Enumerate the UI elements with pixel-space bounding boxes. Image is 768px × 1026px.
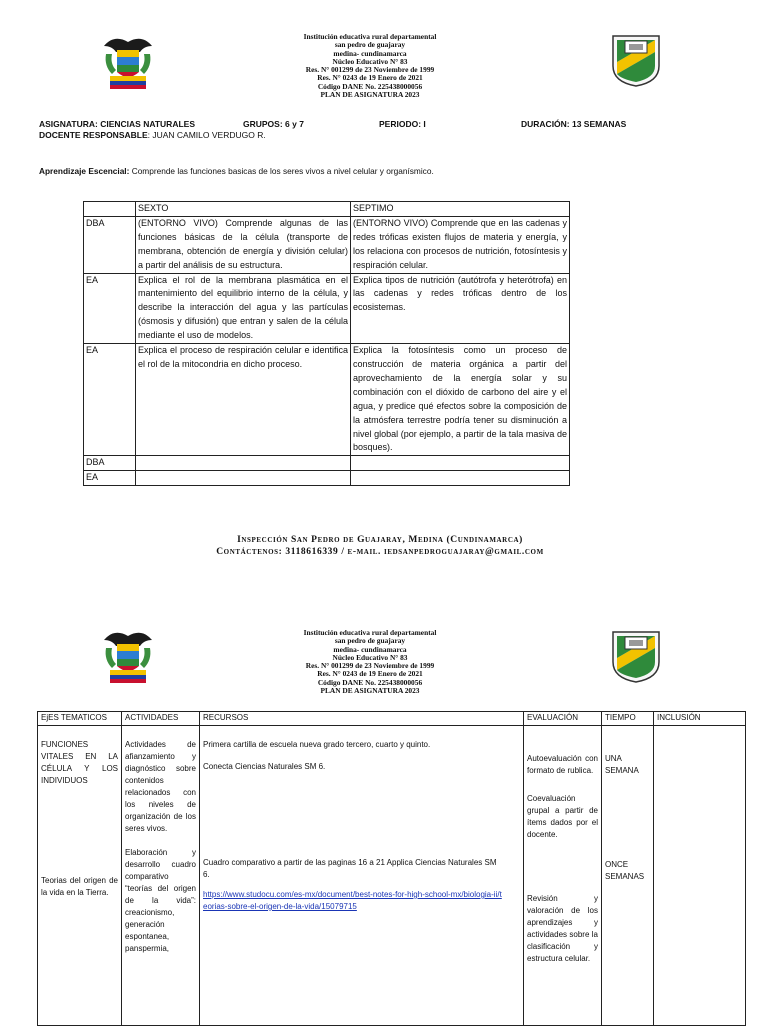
header-line: PLAN DE ASIGNATURA 2023 (320, 90, 420, 100)
sexto-cell (136, 456, 351, 471)
footer-address: Inspección San Pedro de Guajaray, Medina (Cundinamarca) (237, 535, 523, 545)
sexto-cell (136, 471, 351, 486)
header-line: Institución educativa rural departamental (303, 628, 437, 637)
page-footer (120, 535, 640, 558)
table-row (84, 456, 570, 471)
asignatura-label: ASIGNATURA: CIENCIAS NATURALES (39, 119, 195, 129)
header-line: Código DANE No. 225438000056 (317, 677, 423, 687)
col-header-recursos: RECURSOS (200, 712, 524, 726)
institution-header (230, 629, 510, 695)
row-label: DBA (84, 456, 136, 471)
table-row (84, 273, 570, 344)
duracion-label: DURACIÓN: 13 SEMANAS (521, 119, 627, 129)
sexto-cell: (ENTORNO VIVO) Comprende algunas de las funciones básicas de la célula (transporte de membrana, obtención de energía y división celular) a partir del análisis de su estructura. (136, 216, 351, 273)
header-line: Núcleo Educativo N° 83 (332, 652, 408, 662)
col-header-evaluacion: EVALUACIÓN (524, 712, 602, 726)
actividad-afianzamiento: Actividades de afianzamiento y diagnóstico sobre contenidos relacionados con los niveles de organización de los seres vivos. (125, 740, 196, 833)
septimo-cell (351, 456, 570, 471)
table-header-row (38, 712, 746, 726)
corner-cell (84, 202, 136, 217)
row-label: EA (84, 344, 136, 456)
aprendizaje-value: Comprende las funciones basicas de los seres vivos a nivel celular y organísmico. (129, 166, 434, 176)
col-header-septimo: SEPTIMO (351, 202, 570, 217)
aprendizaje-line (39, 166, 434, 176)
septimo-cell: Explica tipos de nutrición (autótrofa y heterótrofa) en las cadenas y redes tróficas dentro de los ecosistemas. (351, 273, 570, 344)
evaluacion-autoevaluacion: Autoevaluación con formato de rublica. (527, 754, 598, 775)
eje-funciones-vitales: FUNCIONES VITALES EN LA CÉLULA Y LOS INDIVIDUOS (41, 740, 118, 785)
recurso-conecta: Conecta Ciencias Naturales SM 6. (203, 762, 326, 771)
header-line: Res. N° 0243 de 19 Enero de 2021 (317, 669, 423, 679)
colombia-coat-of-arms-logo (100, 32, 156, 90)
header-line: Res. N° 001299 de 23 Noviembre de 1999 (305, 661, 435, 671)
table-row (38, 726, 746, 1026)
sexto-cell: Explica el proceso de respiración celular e identifica el rol de la mitocondria en dicho proceso. (136, 344, 351, 456)
header-line: Res. N° 001299 de 23 Noviembre de 1999 (305, 65, 435, 75)
row-label: EA (84, 273, 136, 344)
evaluacion-coevaluacion: Coevaluación grupal a partir de ítems dados por el docente. (527, 794, 598, 839)
inclusion-cell (654, 726, 746, 1026)
col-header-actividades: ACTIVIDADES (122, 712, 200, 726)
docente-line (39, 130, 266, 140)
col-header-tiempo: TIEMPO (602, 712, 654, 726)
sexto-cell: Explica el rol de la membrana plasmática en el mantenimiento del equilibrio interno de la célula, y describe la interacción del agua y las partículas (ósmosis y difusión) que entran y salen de la célula mediante el uso de modelos. (136, 273, 351, 344)
recurso-cartilla: Primera cartilla de escuela nueva grado tercero, cuarto y quinto. (203, 740, 431, 749)
septimo-cell: (ENTORNO VIVO) Comprende que en las cadenas y redes tróficas existen flujos de materia y energía, y los relaciona con procesos de nutrición, fotosíntesis y respiración celular. (351, 216, 570, 273)
septimo-cell: Explica la fotosíntesis como un proceso de construcción de materia orgánica a partir del aprovechamiento de la energía solar y su combinación con el dióxido de carbono del aire y el agua, y predice qué efectos sobre la composición de la atmósfera terrestre podría tener su disminución a nivel global (por ejemplo, a partir de la tala masiva de bosques). (351, 344, 570, 456)
tiempo-cell (602, 726, 654, 1026)
col-header-ejes: EjES TEMATICOS (38, 712, 122, 726)
actividad-cuadro-comparativo: Elaboración y desarrollo cuadro comparativo “teorías del origen de la vida”: creacionismo, generación espontanea, panspermia, (125, 848, 196, 953)
tiempo-once-semanas: ONCE SEMANAS (605, 860, 645, 881)
docente-value: : JUAN CAMILO VERDUGO R. (147, 130, 266, 140)
recurso-applica: Cuadro comparativo a partir de las paginas 16 a 21 Applica Ciencias Naturales SM 6. (203, 858, 497, 879)
grupos-label: GRUPOS: 6 y 7 (243, 119, 304, 129)
school-seal-logo (611, 32, 661, 88)
septimo-cell (351, 471, 570, 486)
colombia-coat-of-arms-logo (100, 626, 156, 684)
dba-ea-table (83, 201, 570, 486)
evaluacion-revision: Revisión y valoración de los aprendizajes y actividades sobre la clasificación y estructura celular. (527, 894, 598, 963)
evaluacion-cell (524, 726, 602, 1026)
docente-label: DOCENTE RESPONSABLE (39, 130, 148, 140)
plan-table (37, 711, 746, 1026)
header-line: san pedro de guajaray (334, 636, 406, 646)
recurso-studocu-link[interactable]: https://www.studocu.com/es-mx/document/best-notes-for-high-school-mx/biologia-ii/teorias-sobre-el-origen-de-la-vida/15079715 (203, 890, 502, 911)
table-row (84, 216, 570, 273)
header-line: medina- cundinamarca (333, 644, 407, 654)
row-label: EA (84, 471, 136, 486)
tiempo-una-semana: UNA SEMANA (605, 754, 639, 775)
header-line: medina- cundinamarca (333, 48, 407, 58)
table-row (84, 344, 570, 456)
table-header-row (84, 202, 570, 217)
periodo-label: PERIODO: I (379, 119, 426, 129)
header-line: PLAN DE ASIGNATURA 2023 (320, 686, 420, 696)
institution-header (230, 33, 510, 99)
recursos-cell (200, 726, 524, 1026)
table-row (84, 471, 570, 486)
col-header-sexto: SEXTO (136, 202, 351, 217)
actividades-cell (122, 726, 200, 1026)
school-seal-logo (611, 628, 661, 684)
row-label: DBA (84, 216, 136, 273)
header-line: san pedro de guajaray (334, 40, 406, 50)
ejes-cell (38, 726, 122, 1026)
aprendizaje-label: Aprendizaje Escencial: (39, 166, 130, 176)
eje-origen-vida: Teorias del origen de la vida en la Tierra. (41, 876, 118, 897)
header-line: Código DANE No. 225438000056 (317, 81, 423, 91)
col-header-inclusion: INCLUSIÓN (654, 712, 746, 726)
header-line: Núcleo Educativo N° 83 (332, 56, 408, 66)
header-line: Res. N° 0243 de 19 Enero de 2021 (317, 73, 423, 83)
header-line: Institución educativa rural departamental (303, 32, 437, 41)
footer-contact: Contáctenos: 3118616339 / e-mail. iedsanpedroguajaray@gmail.com (216, 546, 544, 557)
